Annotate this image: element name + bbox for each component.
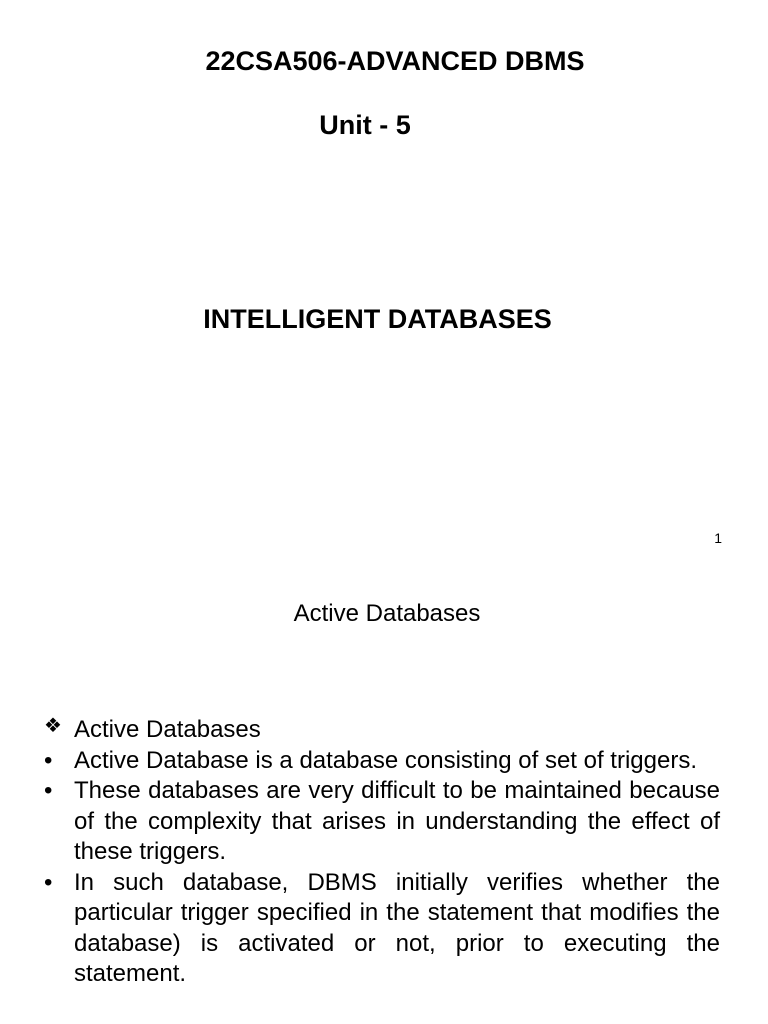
list-item-lead	[44, 715, 720, 746]
page-number: 1	[714, 530, 722, 546]
list-item-text: In such database, DBMS initially verifies whether the particular trigger specified in the statement that modifies the database) is activated or not, prior to executing the statement.	[74, 868, 720, 987]
content-slide	[0, 560, 768, 1024]
bullet-icon: •	[44, 868, 53, 896]
bullet-icon: •	[44, 746, 53, 774]
section-heading: Active Databases	[293, 600, 481, 627]
list-item-text: These databases are very difficult to be maintained because of the complexity that arises in understanding the effect of these triggers.	[74, 777, 720, 865]
bullet-icon: •	[44, 777, 53, 804]
unit-title: Unit - 5	[319, 110, 411, 140]
list-item	[44, 746, 720, 777]
list-item	[44, 776, 720, 868]
list-item-text: Active Databases	[74, 716, 261, 743]
topic-title: INTELLIGENT DATABASES	[203, 304, 552, 334]
bullet-list	[44, 715, 720, 990]
diamond-bullet-icon: ❖	[44, 715, 62, 737]
list-item	[44, 868, 720, 990]
list-item-text: Active Database is a database consisting of set of triggers.	[74, 746, 698, 774]
course-title: 22CSA506-ADVANCED DBMS	[205, 46, 585, 76]
